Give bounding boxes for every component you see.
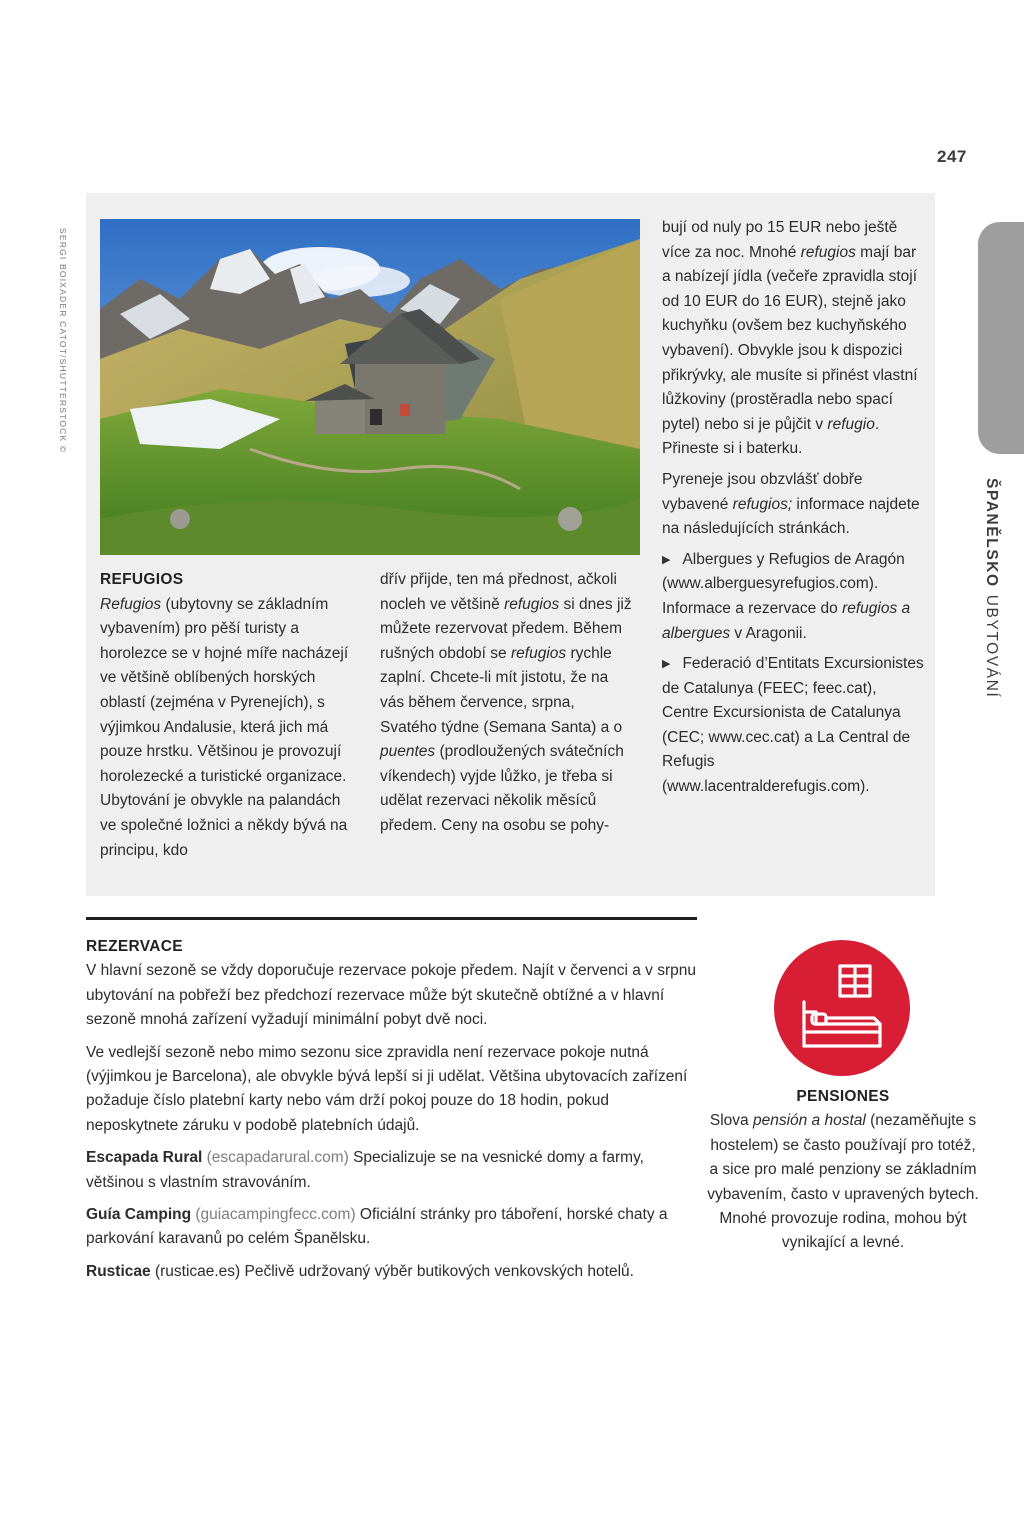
pensiones-heading: PENSIONES (796, 1088, 890, 1105)
listing-url[interactable]: (guiacampingfecc.com) (195, 1206, 356, 1224)
italic-run: refugios (504, 595, 560, 613)
rezervace-paragraph-2: Ve vedlejší sezoně nebo mimo sezonu sice zpravidla není rezervace pokoje nutná (výjimkou je Barcelona), ale obvykle bývá lepší si ji udělat. Většina ubytovacích zařízení požaduje číslo platební karty nebo vám drží pokoj pouze do 18 hodin, pokud neposkytnete záruku v podobě platebních údajů. (86, 1043, 688, 1134)
text-run: Federació d’Entitats Excursionistes de Catalunya (FEEC; feec.cat), Centre Excursionista de Catalunya (CEC; www.cec.cat) a La Central de Refugis (www.lacentralderefugis.com). (662, 655, 924, 796)
pension-icon-circle (774, 940, 910, 1076)
text-run: (ubytovny se základním vybavením) pro pěší turisty a horolezce se v hojné míře nacházejí ve většině oblíbených horských oblastí (zejména v Pyrenejích), s výjimkou Andalusie, která jich má pouze hrstku. Většinou je provozují horolezecké a turistické organizace. Ubytování je obvykle na palandách ve společné ložnici a někdy bývá na principu, kdo (100, 595, 349, 859)
pensiones-text (707, 1112, 978, 1251)
text-run: (nezaměňujte s hostelem) se často používají pro totéž, a sice pro malé penziony se základním vybavením, často v upravených bytech. Mnohé provozuje rodina, mohou být vynikající a levné. (707, 1112, 979, 1252)
refugios-col1-text (100, 593, 350, 864)
italic-run: refugios (800, 243, 856, 261)
text-run: Slova (709, 1112, 753, 1130)
listing-text: Pečlivě udržovaný výběr butikových venkovských hotelů. (240, 1262, 634, 1280)
refugios-heading: REFUGIOS (100, 571, 184, 588)
listing-name: Rusticae (86, 1262, 151, 1280)
section-rule (86, 917, 697, 920)
italic-run: pensión a hostal (752, 1112, 866, 1130)
refugios-column-1 (100, 568, 350, 863)
listing-guia-camping (86, 1203, 698, 1252)
refugios-bullet-aragon (662, 548, 924, 646)
page-number: 247 (937, 147, 967, 166)
side-title-country: ŠPANĚLSKO (983, 478, 1000, 588)
refugios-col3-text-2 (662, 468, 924, 542)
listing-name: Escapada Rural (86, 1149, 203, 1167)
rezervace-paragraph-1: V hlavní sezoně se vždy doporučuje rezervace pokoje předem. Najít v červenci a v srpnu ubytování na pobřeží bez předchozí rezervace může být skutečně obtížné a v hlavní sezoně mnohá zařízení vyžadují minimální pobyt dvě noci. (86, 962, 696, 1029)
side-title (983, 478, 1001, 699)
listing-text: Oficiální stránky pro táboření, horské chaty a parkování karavanů po celém Španělsku. (86, 1206, 668, 1248)
listing-text: Specializuje se na vesnické domy a farmy, většinou s vlastním stravováním. (86, 1149, 644, 1191)
photo-credit (58, 228, 69, 454)
photo-credit-text: SERGI BOIXADER CATOT/SHUTTERSTOCK © (58, 228, 68, 454)
refugios-column-2 (380, 568, 632, 839)
text-run: (prodloužených svátečních víkendech) vyjde lůžko, je třeba si udělat rezervaci několik měsíců předem. Ceny na osobu se pohy- (380, 743, 624, 834)
rezervace-section (86, 935, 698, 1284)
text-run: mají bar a nabízejí jídla (večeře zpravidla stojí od 10 EUR do 16 EUR), stejně jako kuchyňku (ovšem bez kuchyňského vybavení). Obvykle jsou k dispozici přikrývky, ale musíte si přinést vlastní lůžkoviny (prostěradla nebo spací pytel) nebo si je půjčit v (662, 243, 918, 433)
text-run: v Aragonii. (730, 624, 807, 642)
text-run: dřív přijde, ten má přednost, ačkoli nocleh ve většině (380, 571, 617, 613)
refugios-col3-text-1 (662, 216, 924, 462)
text-run: Albergues y Refugios de Aragón (www.alberguesyrefugios.com). Informace a rezervace do (662, 550, 905, 617)
rezervace-heading: REZERVACE (86, 938, 183, 955)
italic-run: refugios a albergues (662, 599, 911, 642)
side-title-section: UBYTOVÁNÍ (983, 594, 1000, 699)
italic-run: Refugios (100, 595, 162, 613)
text-run: informace najdete na následujících stránkách. (662, 495, 920, 538)
text-run: . Přineste si i baterku. (662, 415, 880, 458)
italic-run: refugios; (732, 495, 793, 513)
text-run: Pyreneje jsou obzvlášť dobře vybavené (662, 470, 863, 513)
listing-rusticae (86, 1260, 698, 1284)
triangle-bullet-icon: ▶ (662, 658, 671, 671)
listing-url[interactable]: (rusticae.es) (154, 1262, 241, 1280)
text-run: rychle zaplní. Chcete-li mít jistotu, že na vás během července, srpna, Svatého týdne (Semana Santa) a o (380, 644, 623, 736)
mountain-hut-photo (100, 219, 640, 555)
listing-name: Guía Camping (86, 1206, 192, 1224)
text-run: si dnes již můžete rezervovat předem. Během rušných období se (380, 595, 632, 662)
italic-run: puentes (380, 743, 436, 761)
refugios-col2-text (380, 568, 632, 839)
italic-run: refugio (827, 415, 875, 433)
bullet-aragon-text (662, 551, 910, 642)
side-tab (978, 222, 1024, 454)
listing-escapada-rural (86, 1146, 698, 1195)
triangle-bullet-icon: ▶ (662, 553, 671, 566)
bullet-catalunya-text (662, 655, 924, 795)
refugios-bullet-catalunya (662, 652, 924, 800)
text-run: bují od nuly po 15 EUR nebo ještě více za noc. Mnohé (662, 219, 898, 261)
refugios-column-3 (662, 216, 924, 800)
listing-url[interactable]: (escapadarural.com) (206, 1149, 349, 1167)
pensiones-box (704, 1085, 982, 1256)
italic-run: refugios (510, 644, 567, 662)
bed-window-icon (774, 940, 910, 1076)
refugio-photo (100, 219, 640, 555)
